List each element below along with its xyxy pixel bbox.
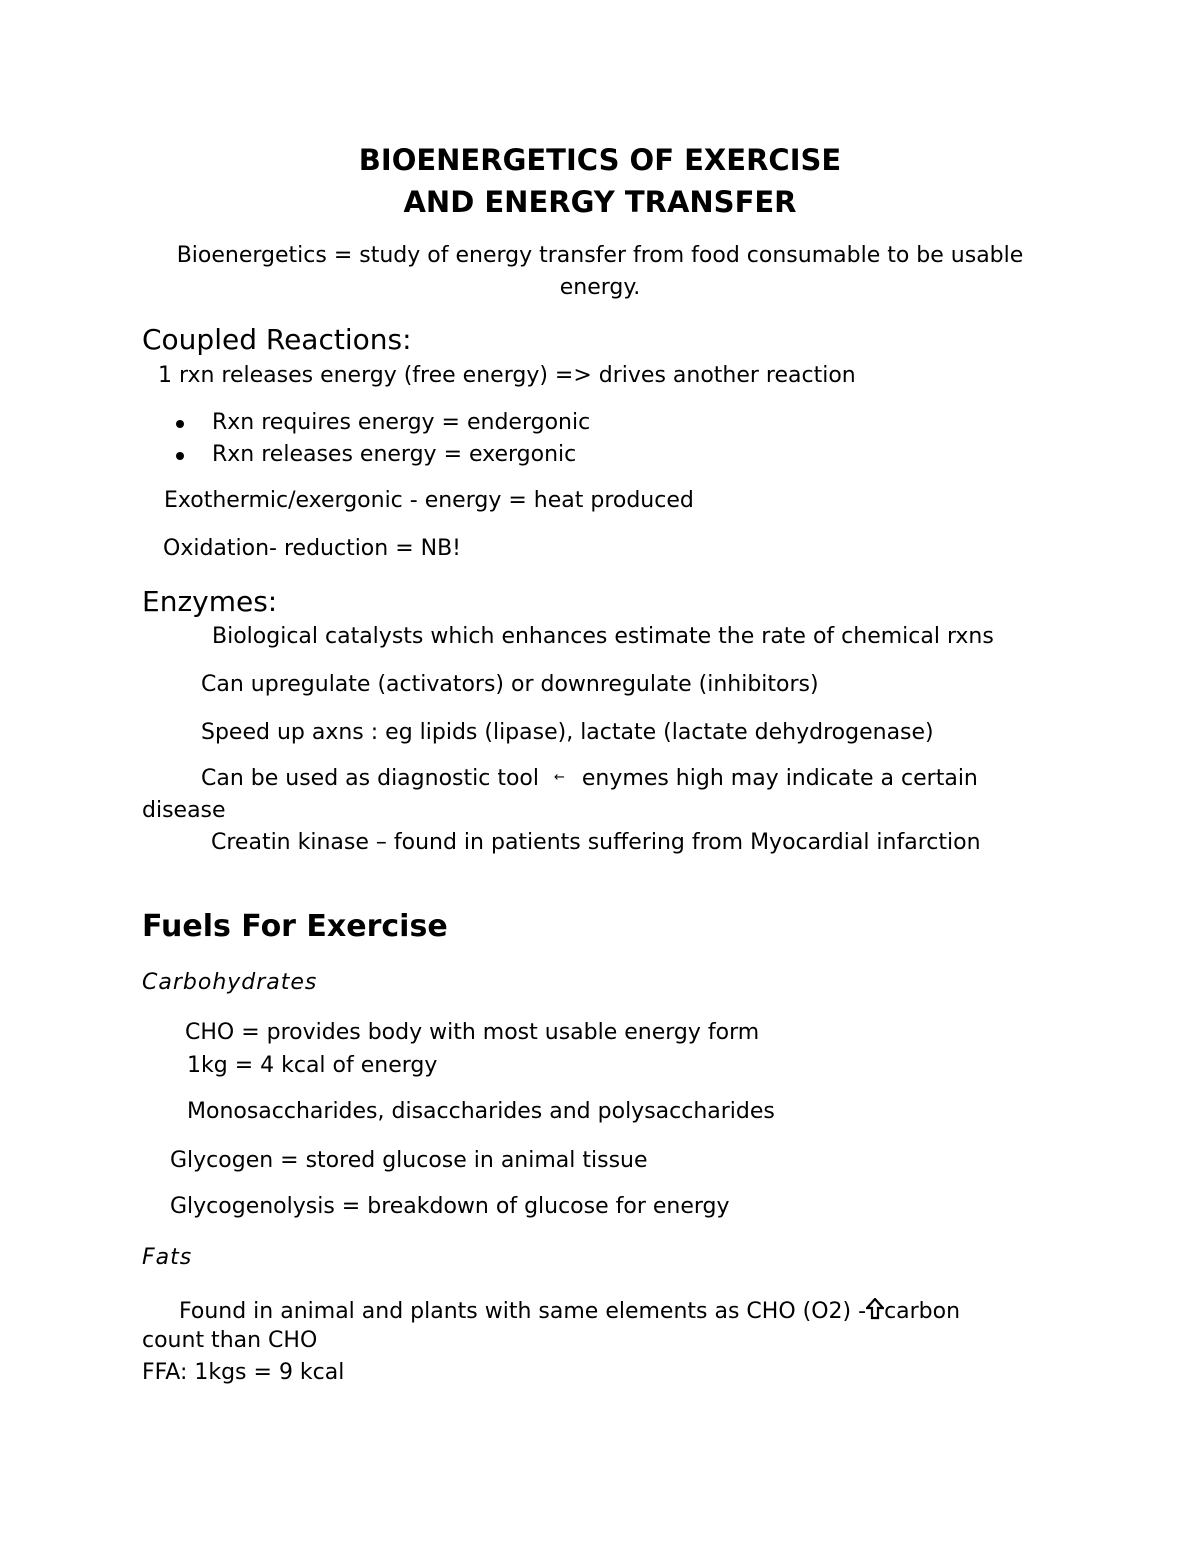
document-title-line-1: BIOENERGETICS OF EXERCISE: [358, 143, 842, 177]
fats-heading: Fats: [142, 1245, 193, 1270]
fats-line-3: FFA: 1kgs = 9 kcal: [142, 1360, 345, 1385]
oxidation-line: Oxidation- reduction = NB!: [163, 536, 461, 561]
fuels-heading: Fuels For Exercise: [142, 909, 448, 944]
fats-line-1: [179, 1298, 960, 1323]
carbs-line-5: Glycogenolysis = breakdown of glucose for energy: [170, 1194, 730, 1219]
exothermic-line: Exothermic/exergonic - energy = heat produced: [164, 488, 694, 513]
enzymes-heading: Enzymes:: [142, 585, 278, 618]
enzymes-line-5: Creatin kinase – found in patients suffering from Myocardial infarction: [211, 830, 981, 855]
intro-line-1: Bioenergetics = study of energy transfer from food consumable to be usable: [176, 243, 1024, 268]
enzymes-line-4-start: Can be used as diagnostic tool: [201, 766, 539, 791]
bullet-icon: [176, 452, 184, 460]
enzymes-line-4-end: enymes high may indicate a certain: [581, 766, 978, 791]
document-title-line-2: AND ENERGY TRANSFER: [403, 185, 797, 219]
fats-line-1-start: Found in animal and plants with same elements as CHO (O2) -: [179, 1299, 867, 1324]
enzymes-line-1: Biological catalysts which enhances estimate the rate of chemical rxns: [212, 624, 994, 649]
coupled-reactions-line: 1 rxn releases energy (free energy) => drives another reaction: [158, 363, 856, 388]
enzymes-line-4: [201, 768, 978, 790]
bullet-icon: [176, 420, 184, 428]
carbs-line-1: CHO = provides body with most usable energy form: [185, 1020, 760, 1045]
enzymes-line-4-wrap: disease: [142, 798, 226, 823]
bullet-item-exergonic: Rxn releases energy = exergonic: [212, 442, 577, 467]
coupled-reactions-heading: Coupled Reactions:: [142, 323, 412, 356]
carbohydrates-heading: Carbohydrates: [142, 970, 318, 995]
carbs-line-3: Monosaccharides, disaccharides and polysaccharides: [187, 1099, 775, 1124]
up-arrow-icon: [866, 1298, 884, 1320]
bullet-item-endergonic: Rxn requires energy = endergonic: [212, 410, 591, 435]
carbs-line-4: Glycogen = stored glucose in animal tissue: [170, 1148, 648, 1173]
carbs-line-2: 1kg = 4 kcal of energy: [187, 1053, 438, 1078]
fats-line-1-end: carbon: [884, 1299, 961, 1324]
enzymes-line-3: Speed up axns : eg lipids (lipase), lactate (lactate dehydrogenase): [201, 720, 934, 745]
enzymes-line-2: Can upregulate (activators) or downregulate (inhibitors): [201, 672, 819, 697]
intro-line-2: energy.: [559, 275, 641, 300]
fats-line-2: count than CHO: [142, 1328, 318, 1353]
small-arrow-icon: ←: [553, 770, 565, 785]
